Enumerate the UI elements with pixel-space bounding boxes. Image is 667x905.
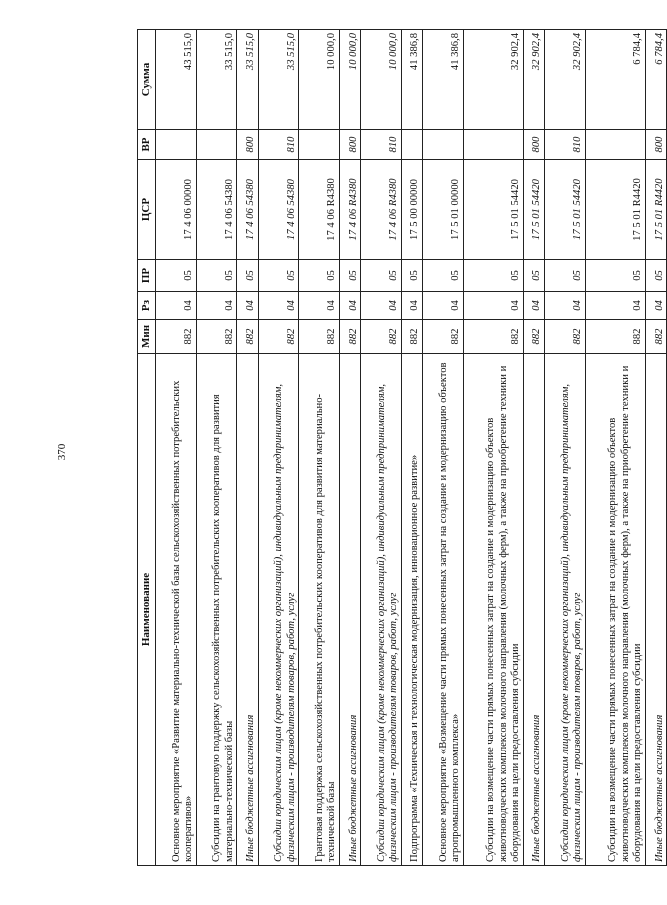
- header-min: Мин: [138, 320, 156, 354]
- cell-vr: [422, 130, 463, 160]
- table-row: [339, 30, 360, 866]
- cell-min: 882: [196, 320, 237, 354]
- cell-pr: 05: [585, 260, 645, 292]
- cell-name: Иные бюджетные ассигнования: [339, 354, 360, 866]
- cell-sum: 43 515,0: [156, 30, 197, 130]
- cell-rz: 04: [645, 292, 666, 320]
- cell-rz: 04: [401, 292, 422, 320]
- cell-pr: 05: [299, 260, 340, 292]
- cell-vr: 800: [339, 130, 360, 160]
- cell-pr: 05: [156, 260, 197, 292]
- cell-sum: 6 784,4: [645, 30, 666, 130]
- cell-rz: 04: [544, 292, 585, 320]
- cell-rz: 04: [237, 292, 258, 320]
- cell-min: 882: [523, 320, 544, 354]
- cell-vr: [463, 130, 523, 160]
- cell-pr: 05: [422, 260, 463, 292]
- cell-name: Субсидии на грантовую поддержку сельскохозяйственных потребительских кооперативов для развития материально-технической базы: [196, 354, 237, 866]
- cell-min: 882: [401, 320, 422, 354]
- cell-min: 882: [156, 320, 197, 354]
- header-name: Наименование: [138, 354, 156, 866]
- cell-min: 882: [422, 320, 463, 354]
- cell-rz: 04: [422, 292, 463, 320]
- cell-name: Субсидии юридическим лицам (кроме некоммерческих организаций), индивидуальным предпринимателям, физическим лицам - производителям товаров, работ, услуг: [544, 354, 585, 866]
- cell-csr: 17 5 01 54420: [463, 160, 523, 260]
- cell-name: Субсидии юридическим лицам (кроме некоммерческих организаций), индивидуальным предпринимателям, физическим лицам - производителям товаров, работ, услуг: [361, 354, 402, 866]
- cell-name: Основное мероприятие «Развитие материально-технической базы сельскохозяйственных потребительских кооперативов»: [156, 354, 197, 866]
- header-pr: ПР: [138, 260, 156, 292]
- cell-rz: 04: [463, 292, 523, 320]
- cell-pr: 05: [544, 260, 585, 292]
- table-row: [422, 30, 463, 866]
- cell-sum: 33 515,0: [258, 30, 299, 130]
- cell-rz: 04: [156, 292, 197, 320]
- cell-min: 882: [544, 320, 585, 354]
- cell-vr: [196, 130, 237, 160]
- cell-min: 882: [299, 320, 340, 354]
- cell-pr: 05: [645, 260, 666, 292]
- cell-pr: 05: [339, 260, 360, 292]
- cell-sum: 10 000,0: [361, 30, 402, 130]
- cell-sum: 32 902,4: [463, 30, 523, 130]
- cell-csr: 17 4 06 R4380: [361, 160, 402, 260]
- table-row: [401, 30, 422, 866]
- table-row: [463, 30, 523, 866]
- cell-min: 882: [339, 320, 360, 354]
- cell-min: 882: [463, 320, 523, 354]
- cell-vr: 800: [645, 130, 666, 160]
- cell-csr: 17 4 06 54380: [258, 160, 299, 260]
- cell-min: 882: [585, 320, 645, 354]
- budget-table: [137, 29, 667, 866]
- table-row: [361, 30, 402, 866]
- cell-name: Субсидии на возмещение части прямых понесенных затрат на создание и модернизацию объектов животноводческих комплексов молочного направления (молочных ферм), а также на приобретение техники и оборудования на цели предоставления субсидии: [585, 354, 645, 866]
- table-row: [544, 30, 585, 866]
- cell-csr: 17 5 01 R4420: [645, 160, 666, 260]
- table-row: [258, 30, 299, 866]
- cell-vr: 800: [523, 130, 544, 160]
- cell-min: 882: [237, 320, 258, 354]
- cell-csr: 17 4 06 00000: [156, 160, 197, 260]
- cell-name: Основное мероприятие «Возмещение части прямых понесенных затрат на создание и модернизацию объектов агропромышленного комплекса»: [422, 354, 463, 866]
- table-row: [237, 30, 258, 866]
- header-rz: Рз: [138, 292, 156, 320]
- cell-csr: 17 5 01 54420: [523, 160, 544, 260]
- cell-vr: 810: [361, 130, 402, 160]
- cell-csr: 17 5 01 54420: [544, 160, 585, 260]
- cell-name: Субсидии юридическим лицам (кроме некоммерческих организаций), индивидуальным предпринимателям, физическим лицам - производителям товаров, работ, услуг: [258, 354, 299, 866]
- table-row: [585, 30, 645, 866]
- cell-sum: 41 386,8: [422, 30, 463, 130]
- cell-vr: [299, 130, 340, 160]
- cell-csr: 17 4 06 R4380: [299, 160, 340, 260]
- cell-csr: 17 4 06 54380: [237, 160, 258, 260]
- cell-sum: 41 386,8: [401, 30, 422, 130]
- cell-sum: 10 000,0: [299, 30, 340, 130]
- table-row: [645, 30, 666, 866]
- cell-name: Иные бюджетные ассигнования: [523, 354, 544, 866]
- cell-vr: 800: [237, 130, 258, 160]
- cell-pr: 05: [196, 260, 237, 292]
- cell-vr: 810: [544, 130, 585, 160]
- page-number: 370: [56, 443, 68, 461]
- cell-pr: 05: [401, 260, 422, 292]
- cell-rz: 04: [585, 292, 645, 320]
- cell-rz: 04: [361, 292, 402, 320]
- cell-csr: 17 5 01 R4420: [585, 160, 645, 260]
- cell-sum: 32 902,4: [523, 30, 544, 130]
- cell-rz: 04: [258, 292, 299, 320]
- cell-csr: 17 5 00 00000: [401, 160, 422, 260]
- table-row: [299, 30, 340, 866]
- cell-name: Субсидии на возмещение части прямых понесенных затрат на создание и модернизацию объектов животноводческих комплексов молочного направления (молочных ферм), а также на приобретение техники и оборудования на цели предоставления субсидии: [463, 354, 523, 866]
- table-row: [523, 30, 544, 866]
- table-row: [156, 30, 197, 866]
- cell-pr: 05: [463, 260, 523, 292]
- cell-vr: [585, 130, 645, 160]
- cell-sum: 33 515,0: [237, 30, 258, 130]
- table-header-row: [138, 30, 156, 866]
- cell-min: 882: [361, 320, 402, 354]
- table-row: [196, 30, 237, 866]
- cell-pr: 05: [258, 260, 299, 292]
- header-vr: ВР: [138, 130, 156, 160]
- cell-min: 882: [258, 320, 299, 354]
- cell-rz: 04: [339, 292, 360, 320]
- cell-csr: 17 4 06 54380: [196, 160, 237, 260]
- cell-csr: 17 5 01 00000: [422, 160, 463, 260]
- cell-pr: 05: [523, 260, 544, 292]
- rotated-page: [137, 30, 667, 866]
- cell-rz: 04: [196, 292, 237, 320]
- cell-name: Иные бюджетные ассигнования: [645, 354, 666, 866]
- cell-sum: 33 515,0: [196, 30, 237, 130]
- cell-pr: 05: [237, 260, 258, 292]
- cell-name: Подпрограмма «Техническая и технологическая модернизация, инновационное развитие»: [401, 354, 422, 866]
- header-csr: ЦСР: [138, 160, 156, 260]
- cell-rz: 04: [299, 292, 340, 320]
- header-sum: Сумма: [138, 30, 156, 130]
- cell-sum: 6 784,4: [585, 30, 645, 130]
- cell-min: 882: [645, 320, 666, 354]
- cell-name: Грантовая поддержка сельскохозяйственных потребительских кооперативов для развития материально-технической базы: [299, 354, 340, 866]
- cell-sum: 10 000,0: [339, 30, 360, 130]
- cell-vr: [401, 130, 422, 160]
- cell-vr: 810: [258, 130, 299, 160]
- cell-vr: [156, 130, 197, 160]
- cell-rz: 04: [523, 292, 544, 320]
- cell-name: Иные бюджетные ассигнования: [237, 354, 258, 866]
- cell-pr: 05: [361, 260, 402, 292]
- cell-sum: 32 902,4: [544, 30, 585, 130]
- cell-csr: 17 4 06 R4380: [339, 160, 360, 260]
